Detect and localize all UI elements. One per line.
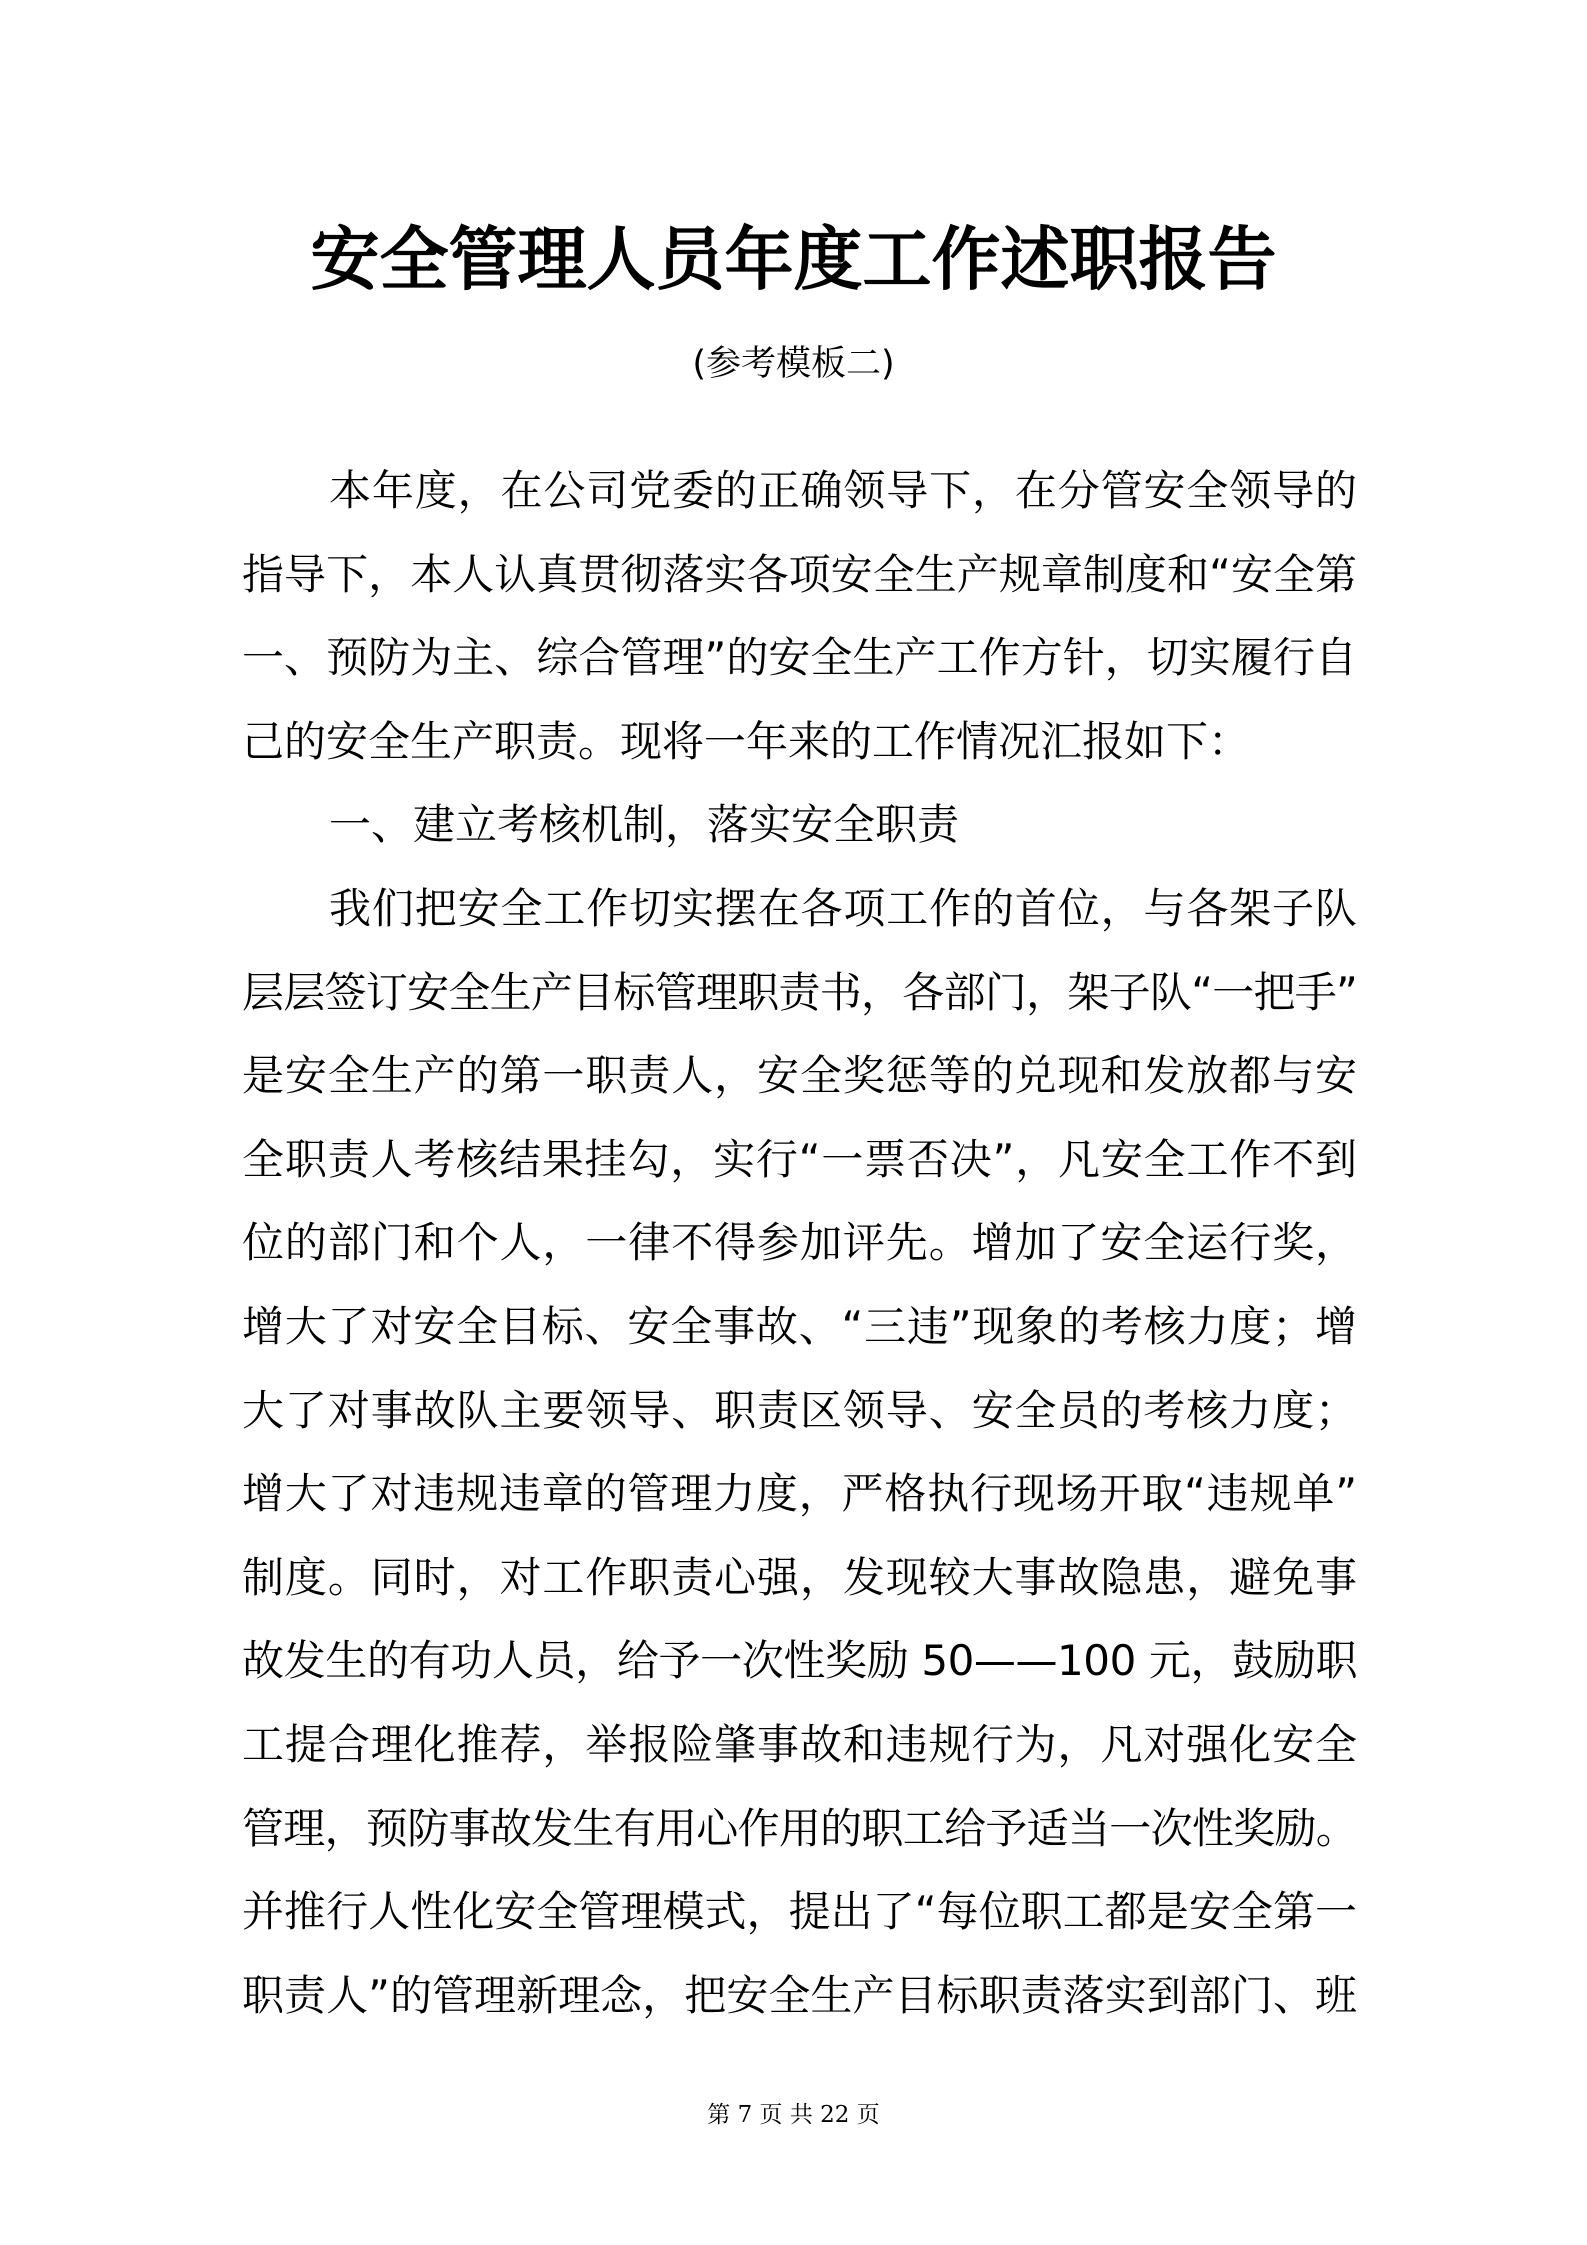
document-subtitle: (参考模板二) bbox=[692, 344, 895, 384]
text-line: 位的部门和个人，一律不得参加评先。增加了安全运行奖， bbox=[242, 1218, 1357, 1268]
text-line: 增大了对违规违章的管理力度，严格执行现场开取“违规单” bbox=[242, 1469, 1357, 1519]
document-body bbox=[242, 449, 1357, 2037]
page-footer: 第 7 页 共 22 页 bbox=[707, 2102, 880, 2128]
document-title: 安全管理人员年度工作述职报告 bbox=[310, 220, 1277, 300]
text-line: 增大了对安全目标、安全事故、“三违”现象的考核力度；增 bbox=[242, 1301, 1357, 1351]
text-line: 己的安全生产职责。现将一年来的工作情况汇报如下： bbox=[242, 716, 1251, 766]
text-line: 管理，预防事故发生有用心作用的职工给予适当一次性奖励。 bbox=[242, 1803, 1357, 1853]
text-line: 指导下，本人认真贯彻落实各项安全生产规章制度和“安全第 bbox=[242, 549, 1357, 599]
text-line: 一、建立考核机制，落实安全职责 bbox=[329, 800, 960, 850]
text-line: 一、预防为主、综合管理”的安全生产工作方针，切实履行自 bbox=[242, 633, 1357, 683]
text-line: 全职责人考核结果挂勾，实行“一票否决”，凡安全工作不到 bbox=[242, 1134, 1357, 1184]
body-paragraph bbox=[242, 867, 1357, 2037]
text-line: 故发生的有功人员，给予一次性奖励 50——100 元，鼓励职 bbox=[242, 1636, 1357, 1686]
text-line: 并推行人性化安全管理模式，提出了“每位职工都是安全第一 bbox=[242, 1887, 1357, 1937]
text-line: 层层签订安全生产目标管理职责书，各部门，架子队“一把手” bbox=[242, 967, 1357, 1017]
body-paragraph bbox=[242, 449, 1357, 783]
text-line: 我们把安全工作切实摆在各项工作的首位，与各架子队 bbox=[329, 883, 1357, 933]
text-line: 职责人”的管理新理念，把安全生产目标职责落实到部门、班 bbox=[242, 1970, 1357, 2020]
text-line: 本年度，在公司党委的正确领导下，在分管安全领导的 bbox=[329, 466, 1357, 515]
body-paragraph bbox=[242, 783, 1357, 867]
text-line: 制度。同时，对工作职责心强，发现较大事故隐患，避免事 bbox=[242, 1552, 1357, 1602]
text-line: 是安全生产的第一职责人，安全奖惩等的兑现和发放都与安 bbox=[242, 1051, 1357, 1101]
text-line: 工提合理化推荐，举报险肇事故和违规行为，凡对强化安全 bbox=[242, 1719, 1357, 1769]
text-line: 大了对事故队主要领导、职责区领导、安全员的考核力度； bbox=[242, 1385, 1357, 1435]
